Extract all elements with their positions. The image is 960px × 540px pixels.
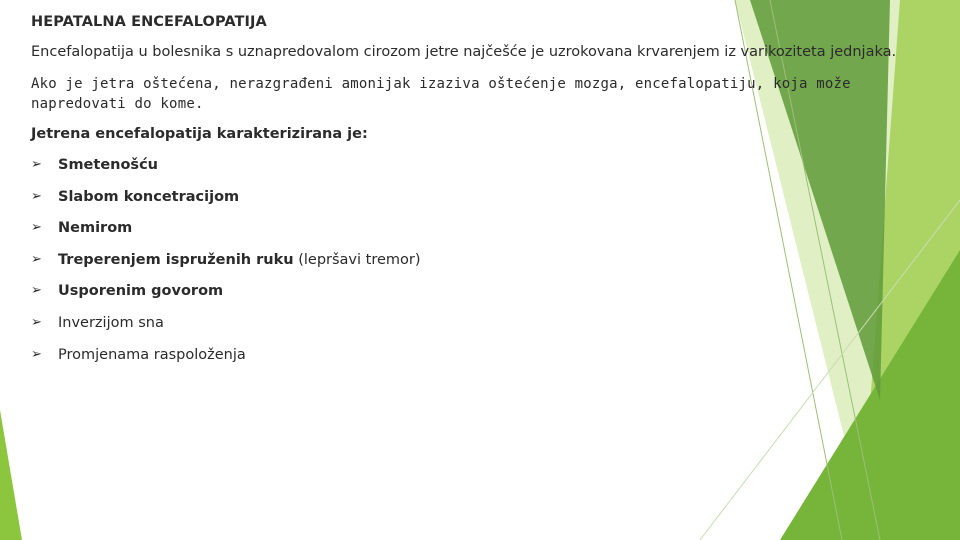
arrow-bullet-icon: ➢ <box>31 157 42 172</box>
bullet-rest-text: Promjenama raspoloženja <box>58 346 246 363</box>
intro-paragraph: Encefalopatija u bolesnika s uznapredovalom cirozom jetre najčešće je uzrokovana krvarenjem iz varikoziteta jednjaka. <box>31 44 897 60</box>
list-item <box>31 313 931 345</box>
bullet-strong-text: Nemirom <box>58 220 133 237</box>
bullet-strong-text: Slabom koncetracijom <box>58 188 240 205</box>
ammonia-paragraph: Ako je jetra oštećena, nerazgrađeni amonijak izaziva oštećenje mozga, encefalopatiju, koja može napredovati do kome. <box>31 76 851 112</box>
bottom-left-triangle <box>0 410 22 540</box>
symptoms-lead: Jetrena encefalopatija karakterizirana je: <box>31 126 368 142</box>
arrow-bullet-icon: ➢ <box>31 220 42 236</box>
bullet-strong-text: Treperenjem ispruženih ruku <box>58 251 294 268</box>
arrow-bullet-icon: ➢ <box>31 314 42 330</box>
arrow-bullet-icon: ➢ <box>31 251 42 267</box>
list-item <box>31 218 931 250</box>
arrow-bullet-icon: ➢ <box>31 346 42 362</box>
bullet-rest-text: (lepršavi tremor) <box>293 251 421 268</box>
arrow-bullet-icon: ➢ <box>31 188 42 204</box>
list-item <box>31 345 931 377</box>
list-item <box>31 250 931 282</box>
bullet-strong-text: Smetenošću <box>58 157 158 173</box>
bullet-strong-text: Usporenim govorom <box>58 283 224 300</box>
list-item <box>31 187 931 219</box>
list-item <box>31 281 931 313</box>
slide-content <box>31 14 931 376</box>
symptom-list <box>31 155 931 376</box>
arrow-bullet-icon: ➢ <box>31 283 42 299</box>
list-item <box>31 155 931 187</box>
slide-title: HEPATALNA ENCEFALOPATIJA <box>31 14 267 30</box>
bullet-rest-text: Inverzijom sna <box>58 314 164 331</box>
